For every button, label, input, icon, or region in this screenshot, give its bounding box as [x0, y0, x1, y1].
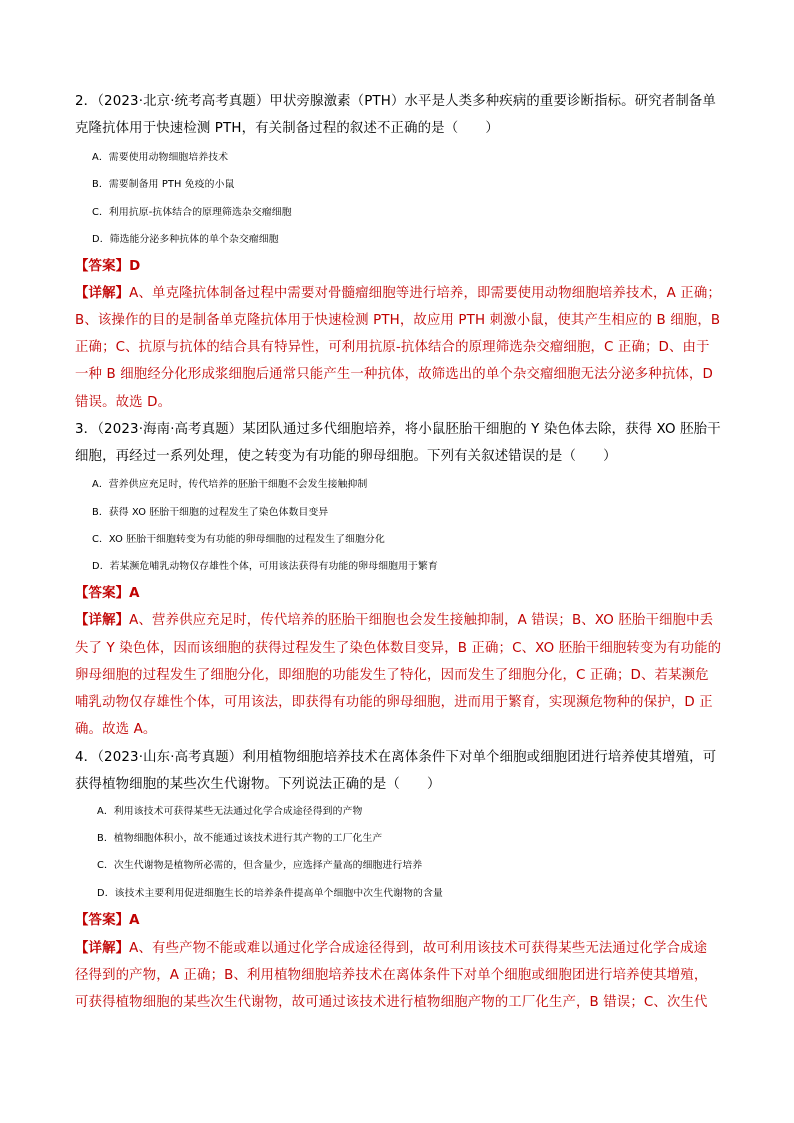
- question-4-explain-line-2: 径得到的产物，A 正确；B、利用植物细胞培养技术在离体条件下对单个细胞或细胞团进行培养使其增殖，: [75, 968, 708, 983]
- question-4-stem-line-1: 4．（2023·山东·高考真题）利用植物细胞培养技术在离体条件下对单个细胞或细胞团进行培养使其增殖，可: [75, 750, 717, 765]
- question-2-option-b: B．需要制备用 PTH 免疫的小鼠: [92, 179, 235, 190]
- question-2-explain-line-2: B、该操作的目的是制备单克隆抗体用于快速检测 PTH，故应用 PTH 刺激小鼠，使其产生相应的 B 细胞，B: [75, 313, 721, 328]
- question-3-stem-line-1: 3．（2023·海南·高考真题）某团队通过多代细胞培养，将小鼠胚胎干细胞的 Y 染色体去除，获得 XO 胚胎干: [75, 422, 721, 437]
- question-3-explain-line-5: 确。故选 A。: [75, 722, 157, 737]
- question-2-explain-line-3: 正确；C、抗原与抗体的结合具有特异性，可利用抗原-抗体结合的原理筛选杂交瘤细胞，C 正确；D、由于: [75, 340, 710, 355]
- explain-label: 【详解】: [75, 941, 130, 956]
- question-3-option-c: C．XO 胚胎干细胞转变为有功能的卵母细胞的过程发生了细胞分化: [92, 534, 385, 545]
- explain-text: A、营养供应充足时，传代培养的胚胎干细胞也会发生接触抑制，A 错误；B、XO 胚胎干细胞中丢: [129, 613, 714, 628]
- question-4-option-c: C．次生代谢物是植物所必需的，但含量少，应选择产量高的细胞进行培养: [97, 860, 423, 871]
- question-2-option-c: C．利用抗原-抗体结合的原理筛选杂交瘤细胞: [92, 207, 292, 218]
- question-4-stem-line-2: 获得植物细胞的某些次生代谢物。下列说法正确的是（ ）: [75, 777, 441, 792]
- explain-label: 【详解】: [75, 613, 130, 628]
- question-2-option-d: D．筛选能分泌多种抗体的单个杂交瘤细胞: [92, 234, 279, 245]
- question-3-explain-line-4: 哺乳动物仅存雄性个体，可用该法，即获得有功能的卵母细胞，进而用于繁育，实现濒危物种的保护，D 正: [75, 695, 713, 710]
- question-3-explain-line-2: 失了 Y 染色体，因而该细胞的获得过程发生了染色体数目变异，B 正确；C、XO 胚胎干细胞转变为有功能的: [75, 641, 722, 656]
- question-2-stem-line-1: 2．（2023·北京·统考高考真题）甲状旁腺激素（PTH）水平是人类多种疾病的重要诊断指标。研究者制备单: [75, 94, 716, 109]
- answer-value: D: [129, 259, 141, 274]
- question-2-explain-line-5: 错误。故选 D。: [75, 395, 172, 410]
- explain-text: A、有些产物不能或难以通过化学合成途径得到，故可利用该技术可获得某些无法通过化学合成途: [129, 941, 708, 956]
- question-2-stem-line-2: 克隆抗体用于快速检测 PTH，有关制备过程的叙述不正确的是（ ）: [75, 121, 499, 136]
- question-4-option-a: A．利用该技术可获得某些无法通过化学合成途径得到的产物: [97, 806, 363, 817]
- explain-text: A、单克隆抗体制备过程中需要对骨髓瘤细胞等进行培养，即需要使用动物细胞培养技术，A 正确；: [129, 286, 721, 301]
- answer-value: A: [129, 913, 140, 928]
- question-2-explain-line-4: 一种 B 细胞经分化形成浆细胞后通常只能产生一种抗体，故筛选出的单个杂交瘤细胞无法分泌多种抗体，D: [75, 367, 713, 382]
- answer-label: 【答案】: [75, 913, 130, 928]
- explain-label: 【详解】: [75, 286, 130, 301]
- answer-label: 【答案】: [75, 586, 130, 601]
- question-2-answer: [75, 259, 725, 275]
- question-2-explain-line-1: [75, 286, 725, 302]
- question-3-answer: [75, 586, 725, 602]
- question-4-option-d: D．该技术主要利用促进细胞生长的培养条件提高单个细胞中次生代谢物的含量: [97, 888, 443, 899]
- answer-label: 【答案】: [75, 259, 130, 274]
- question-3-stem-line-2: 细胞，再经过一系列处理，使之转变为有功能的卵母细胞。下列有关叙述错误的是（ ）: [75, 449, 617, 464]
- question-3-explain-line-3: 卵母细胞的过程发生了细胞分化，即细胞的功能发生了特化，因而发生了细胞分化，C 正确；D、若某濒危: [75, 668, 709, 683]
- question-3-explain-line-1: [75, 613, 725, 629]
- question-4-explain-line-3: 可获得植物细胞的某些次生代谢物，故可通过该技术进行植物细胞产物的工厂化生产，B 错误；C、次生代: [75, 995, 708, 1010]
- question-3-option-b: B．获得 XO 胚胎干细胞的过程发生了染色体数目变异: [92, 507, 329, 518]
- question-4-option-b: B．植物细胞体积小，故不能通过该技术进行其产物的工厂化生产: [97, 833, 383, 844]
- question-4-explain-line-1: [75, 941, 725, 957]
- question-3-option-d: D．若某濒危哺乳动物仅存雄性个体，可用该法获得有功能的卵母细胞用于繁育: [92, 561, 438, 572]
- question-2-option-a: A．需要使用动物细胞培养技术: [92, 152, 229, 163]
- question-3-option-a: A．营养供应充足时，传代培养的胚胎干细胞不会发生接触抑制: [92, 479, 368, 490]
- answer-value: A: [129, 586, 140, 601]
- question-4-answer: [75, 913, 725, 929]
